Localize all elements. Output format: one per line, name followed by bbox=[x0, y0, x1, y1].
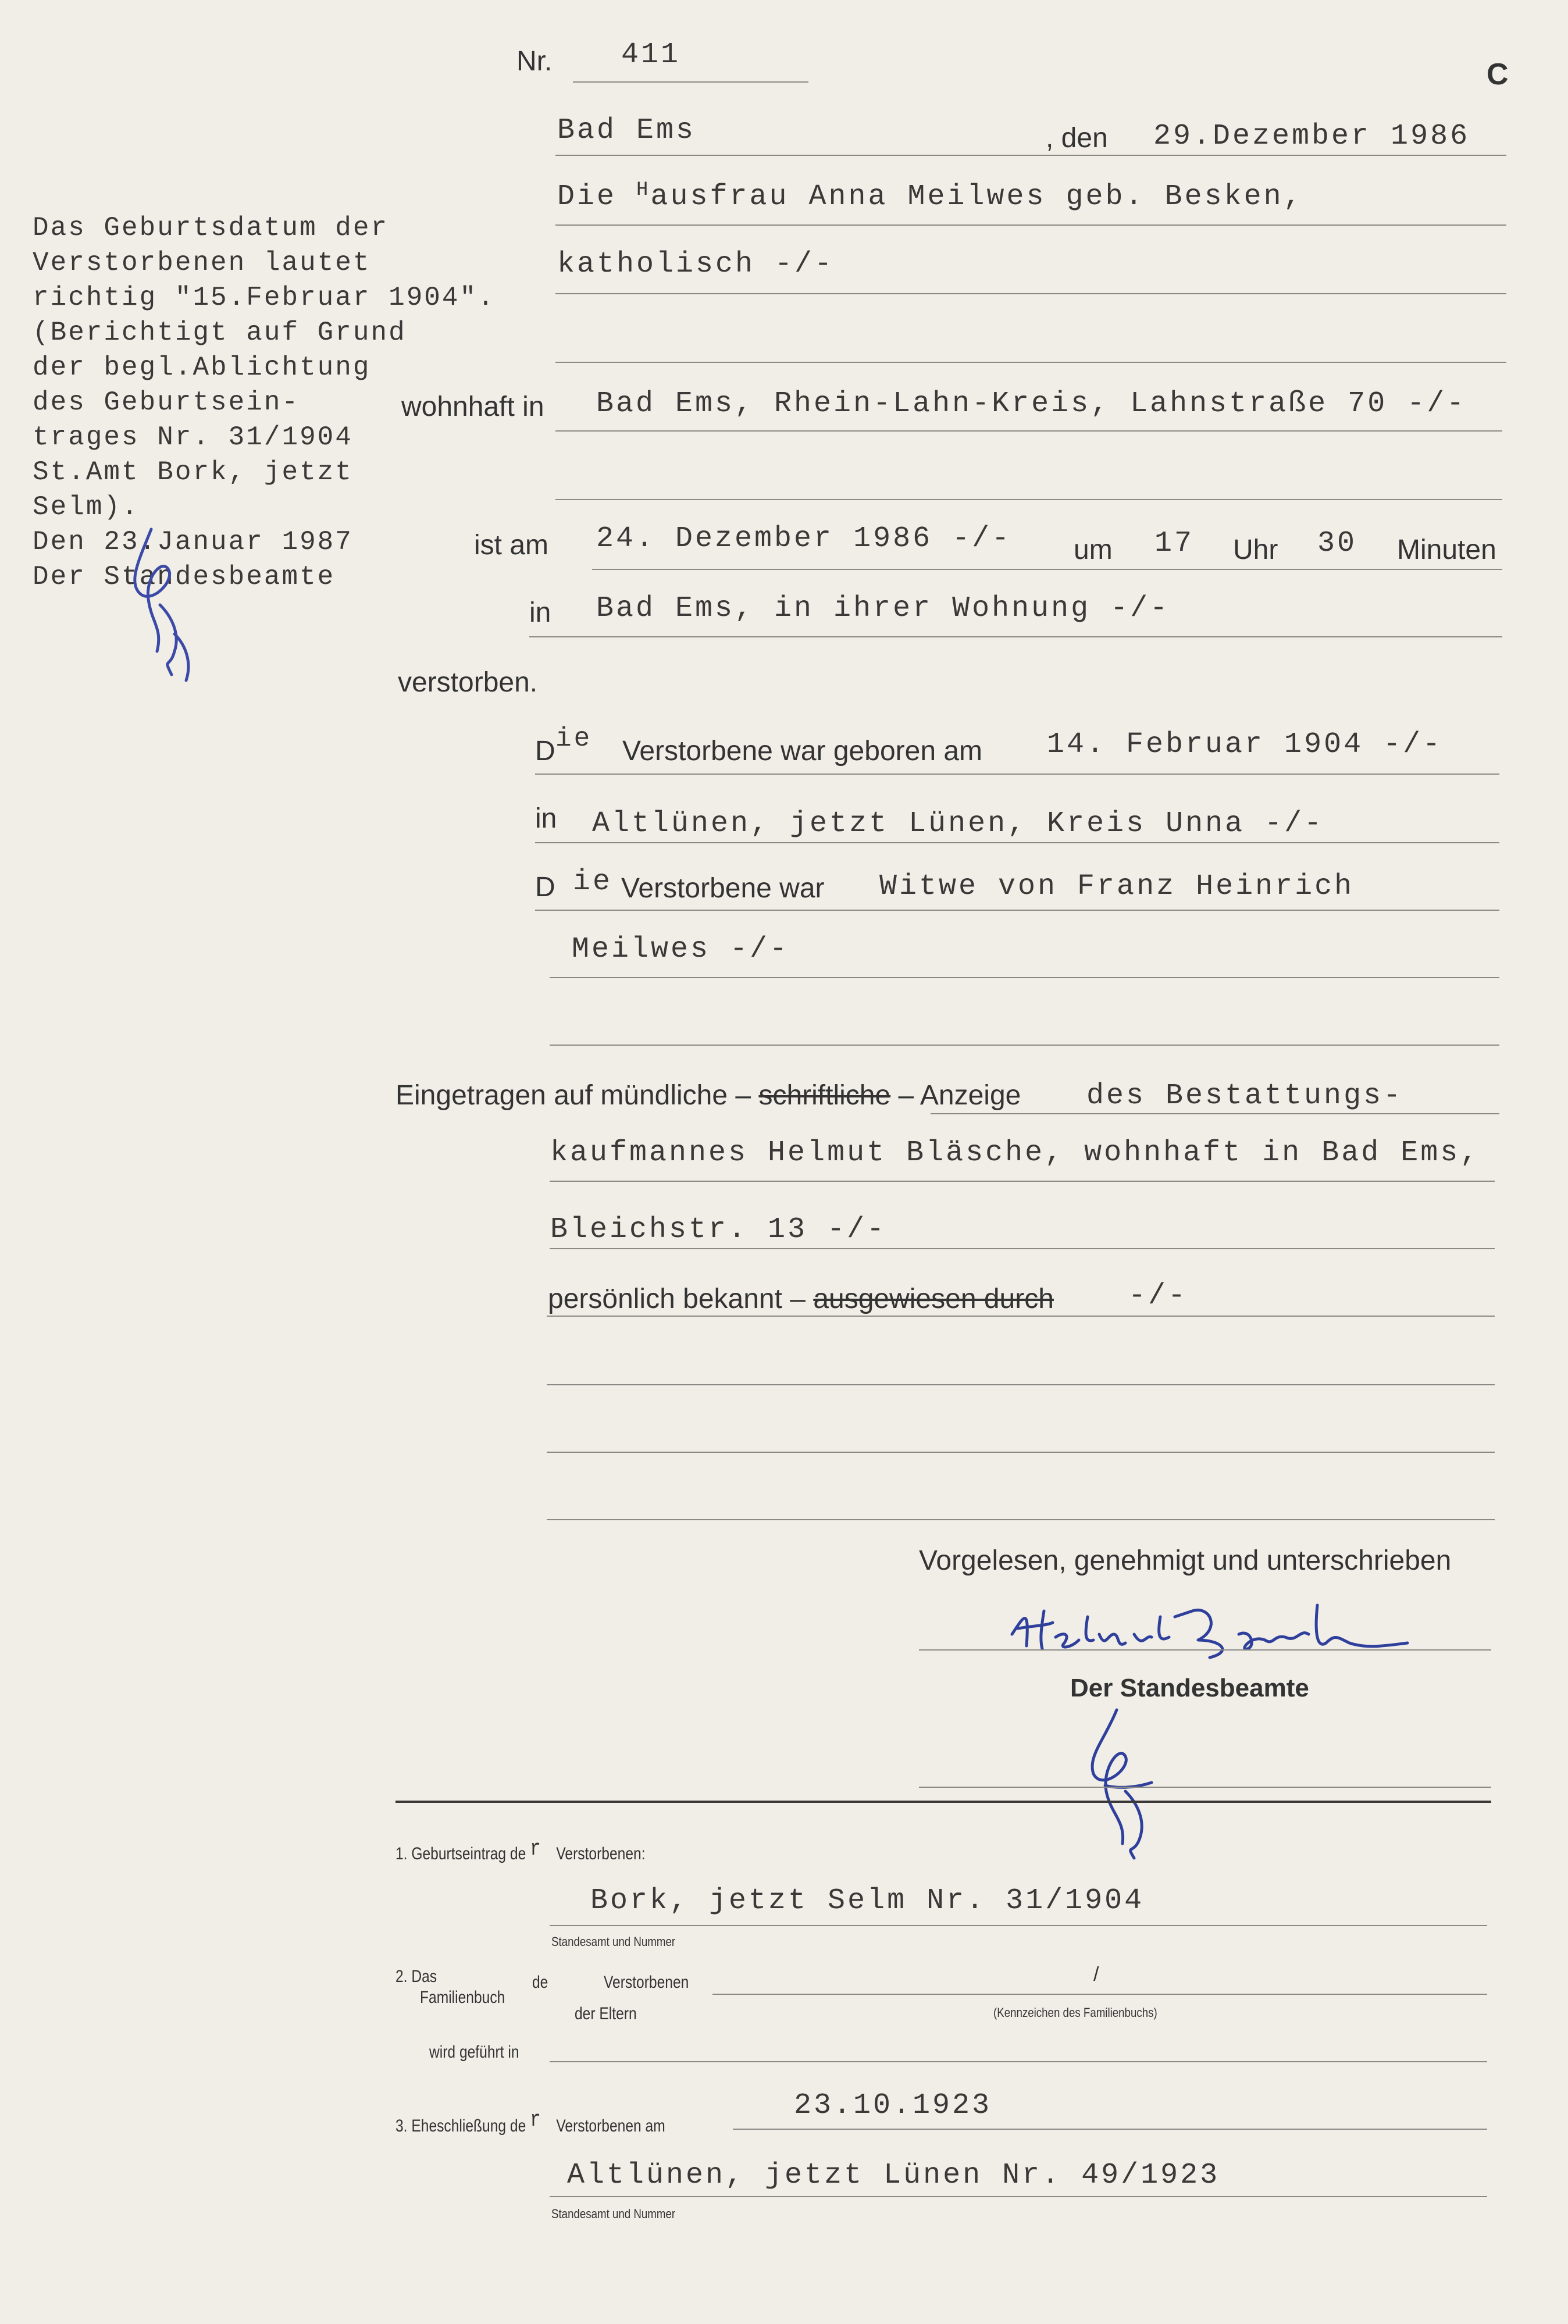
registrar-signature bbox=[1070, 1704, 1175, 1861]
margin-note-line: Das Geburtsdatum der bbox=[33, 213, 389, 243]
religion: katholisch -/- bbox=[557, 248, 835, 281]
margin-note-line: Den 23.Januar 1987 bbox=[33, 527, 353, 557]
margin-note-line: Verstorbenen lautet bbox=[33, 248, 371, 278]
line bbox=[547, 1384, 1495, 1385]
report-label-pre: Eingetragen auf mündliche – bbox=[395, 1080, 751, 1111]
line bbox=[555, 362, 1506, 363]
birth-in-label: in bbox=[535, 803, 557, 834]
line bbox=[535, 774, 1499, 775]
line bbox=[931, 1113, 1499, 1114]
item2-slash: / bbox=[1093, 1963, 1099, 1986]
registry-place: Bad Ems bbox=[557, 114, 696, 147]
item1-caption: Standesamt und Nummer bbox=[551, 1934, 676, 1949]
signature-line bbox=[919, 1787, 1491, 1788]
margin-note-line: der begl.Ablichtung bbox=[33, 352, 371, 383]
margin-note-line: des Geburtsein- bbox=[33, 387, 300, 418]
section-divider bbox=[395, 1801, 1491, 1803]
informant-signature bbox=[1000, 1594, 1419, 1669]
informant-line1: des Bestattungs- bbox=[1086, 1079, 1403, 1113]
line bbox=[550, 1045, 1499, 1046]
report-label-post: – Anzeige bbox=[898, 1080, 1021, 1111]
person-superscript: H bbox=[636, 179, 651, 201]
birth-label: Verstorbene war geboren am bbox=[622, 736, 983, 767]
line bbox=[547, 1316, 1495, 1317]
registry-date: 29.Dezember 1986 bbox=[1153, 120, 1470, 153]
line bbox=[535, 910, 1499, 911]
in-label: in bbox=[529, 597, 551, 628]
item2-number: 2. Das bbox=[395, 1967, 437, 1986]
line bbox=[712, 1994, 1487, 1995]
birth-d: D bbox=[535, 736, 555, 767]
line bbox=[555, 499, 1502, 500]
item3-label-verstorbenen-am: Verstorbenen am bbox=[556, 2116, 665, 2136]
line bbox=[733, 2129, 1487, 2130]
known-struck: ausgewiesen durch bbox=[813, 1284, 1054, 1314]
death-minute: 30 bbox=[1317, 527, 1357, 560]
item3-label-text: 3. Eheschließung de bbox=[395, 2116, 526, 2136]
line bbox=[550, 1181, 1495, 1182]
line bbox=[529, 636, 1502, 637]
margin-note-initials-signature bbox=[116, 518, 209, 692]
line bbox=[550, 977, 1499, 978]
read-approved-label: Vorgelesen, genehmigt und unterschrieben bbox=[919, 1545, 1452, 1576]
death-date: 24. Dezember 1986 -/- bbox=[596, 522, 1012, 555]
um-label: um bbox=[1074, 534, 1113, 565]
informant-line3: Bleichstr. 13 -/- bbox=[550, 1213, 887, 1246]
registrar-label: Der Standesbeamte bbox=[1070, 1674, 1309, 1702]
marital-status-line2: Meilwes -/- bbox=[572, 933, 790, 966]
nr-underline bbox=[573, 81, 808, 83]
marital-status-line1: Witwe von Franz Heinrich bbox=[879, 870, 1355, 903]
item2-eltern: der Eltern bbox=[575, 2004, 637, 2023]
residence-address: Bad Ems, Rhein-Lahn-Kreis, Lahnstraße 70 -/- bbox=[596, 387, 1467, 420]
nr-label: Nr. bbox=[516, 46, 553, 77]
verstorben-label: verstorben. bbox=[398, 667, 538, 698]
item1-r: r bbox=[530, 1837, 541, 1862]
corner-letter: C bbox=[1487, 58, 1509, 91]
status-ie: ie bbox=[573, 865, 613, 899]
marriage-register-entry: Altlünen, jetzt Lünen Nr. 49/1923 bbox=[567, 2159, 1220, 2192]
item3-caption: Standesamt und Nummer bbox=[551, 2207, 676, 2221]
line bbox=[550, 2196, 1487, 2197]
margin-note-line: richtig "15.Februar 1904". bbox=[33, 283, 496, 313]
margin-note-line: St.Amt Bork, jetzt bbox=[33, 457, 353, 487]
informant-line2: kaufmannes Helmut Bläsche, wohnhaft in Bad Ems, bbox=[550, 1136, 1480, 1170]
wohnhaft-label: wohnhaft in bbox=[401, 391, 544, 422]
margin-note-line: (Berichtigt auf Grund bbox=[33, 318, 407, 348]
birth-ie: ie bbox=[555, 723, 593, 754]
line bbox=[547, 1519, 1495, 1520]
signature-line bbox=[919, 1649, 1491, 1651]
line bbox=[555, 430, 1502, 432]
line bbox=[592, 569, 1502, 570]
ist-am-label: ist am bbox=[474, 530, 549, 561]
identification-label bbox=[548, 1283, 1054, 1315]
line bbox=[550, 1248, 1495, 1249]
item1-label bbox=[395, 1837, 646, 1864]
margin-note-line: Der Standesbeamte bbox=[33, 562, 336, 592]
birth-date: 14. Februar 1904 -/- bbox=[1047, 728, 1443, 761]
item3-label bbox=[395, 2108, 665, 2136]
margin-note-line: trages Nr. 31/1904 bbox=[33, 422, 353, 452]
item2-caption: (Kennzeichen des Familienbuchs) bbox=[993, 2005, 1157, 2020]
item3-r: r bbox=[530, 2108, 541, 2133]
margin-note-line: Selm). bbox=[33, 492, 140, 522]
line bbox=[555, 293, 1506, 294]
status-d: D bbox=[535, 872, 555, 903]
line bbox=[550, 1925, 1487, 1926]
item2-verstorbenen: Verstorbenen bbox=[604, 1973, 689, 1992]
item2-de: de bbox=[532, 1973, 548, 1992]
known-label: persönlich bekannt – bbox=[548, 1284, 806, 1314]
line bbox=[535, 842, 1499, 843]
line bbox=[555, 155, 1506, 156]
death-place: Bad Ems, in ihrer Wohnung -/- bbox=[596, 592, 1170, 625]
person-name: ausfrau Anna Meilwes geb. Besken, bbox=[650, 180, 1303, 213]
person-prefix: Die bbox=[557, 180, 617, 213]
birth-register-entry: Bork, jetzt Selm Nr. 31/1904 bbox=[590, 1884, 1145, 1917]
den-label: , den bbox=[1046, 123, 1108, 154]
minuten-label: Minuten bbox=[1397, 534, 1496, 565]
item2-familienbuch: Familienbuch bbox=[420, 1988, 505, 2007]
status-label: Verstorbene war bbox=[621, 873, 825, 904]
marriage-date: 23.10.1923 bbox=[794, 2089, 992, 2122]
deceased-person bbox=[557, 179, 1303, 213]
birth-place: Altlünen, jetzt Lünen, Kreis Unna -/- bbox=[592, 807, 1324, 840]
report-label-struck: schriftliche bbox=[758, 1080, 891, 1111]
item2-wird-gefuehrt: wird geführt in bbox=[429, 2043, 519, 2062]
line bbox=[555, 224, 1506, 226]
report-label bbox=[395, 1079, 1021, 1111]
death-hour: 17 bbox=[1154, 527, 1195, 560]
line bbox=[550, 2061, 1487, 2062]
line bbox=[547, 1452, 1495, 1453]
record-number: 411 bbox=[621, 38, 681, 72]
item1-label-text: 1. Geburtseintrag de bbox=[395, 1844, 526, 1863]
uhr-label: Uhr bbox=[1233, 534, 1278, 565]
item1-label-verstorbenen: Verstorbenen: bbox=[556, 1844, 646, 1863]
identification-value: -/- bbox=[1128, 1279, 1188, 1313]
